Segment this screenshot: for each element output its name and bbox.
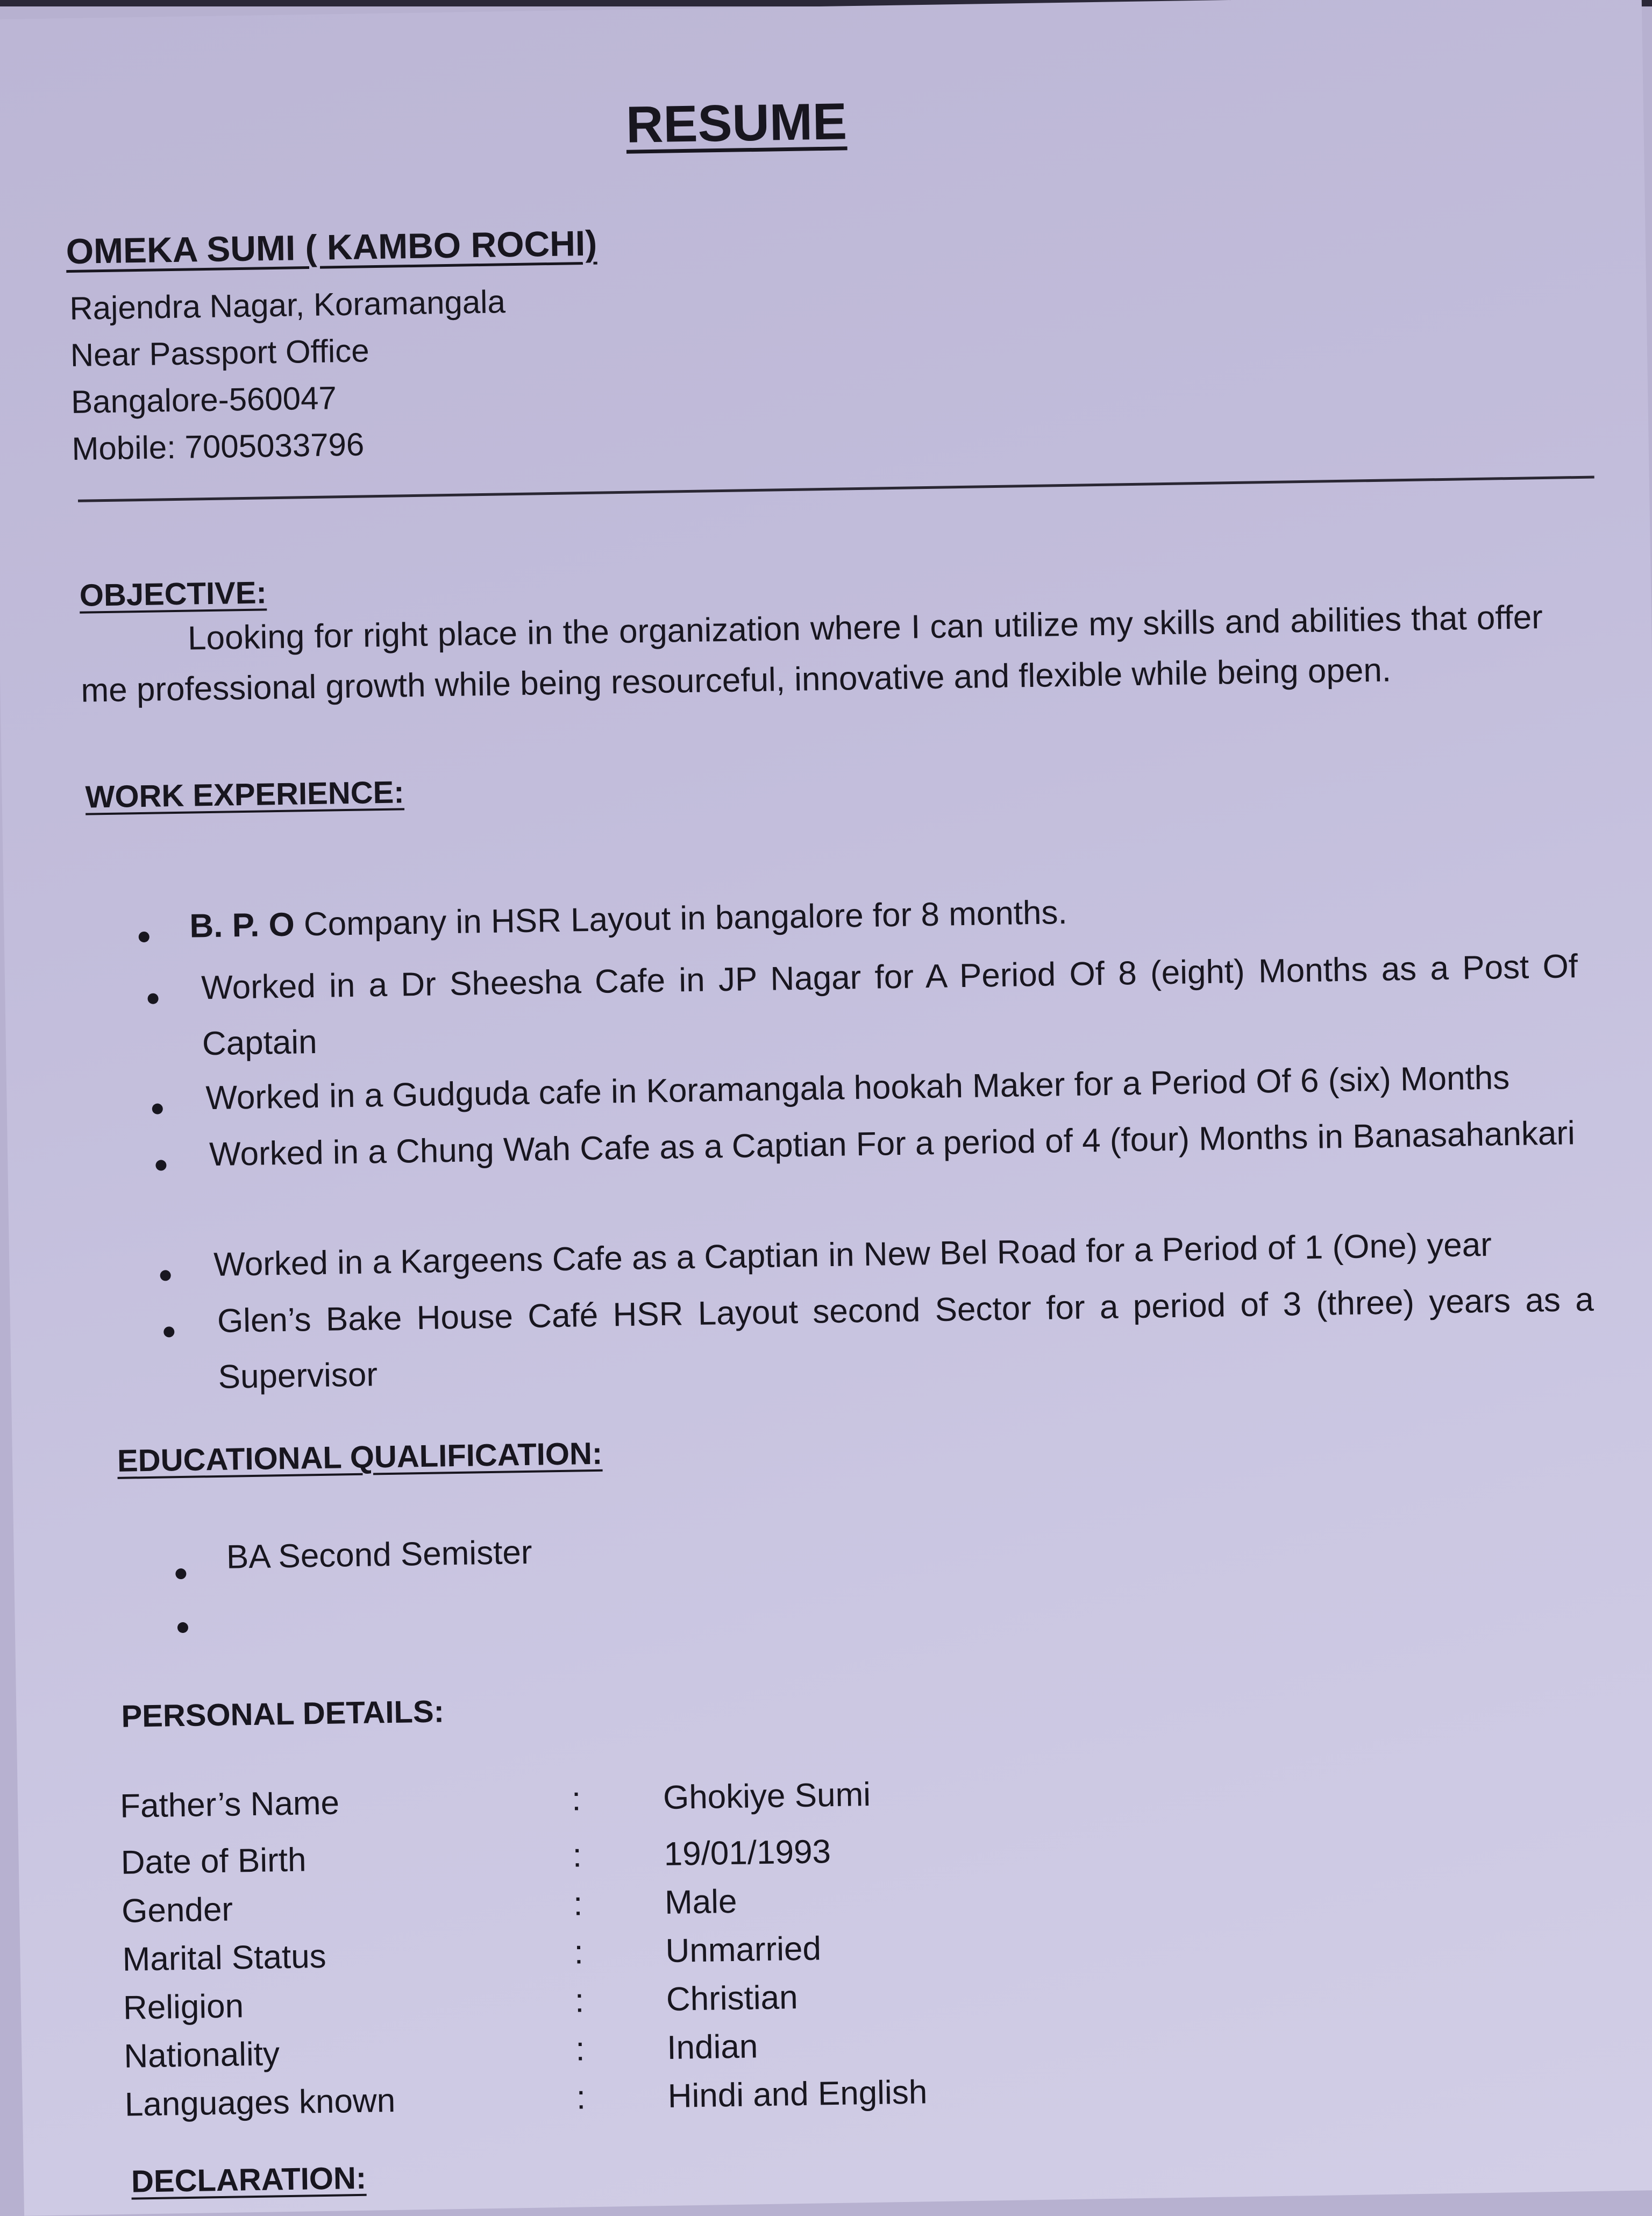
pd-value-marital: Unmarried xyxy=(665,1930,822,1970)
pd-separator: : xyxy=(573,1934,584,1971)
work-item-text: Worked in a Chung Wah Cafe as a Captian For a period of 4 (four) Months in Banasahankari xyxy=(209,1114,1576,1174)
candidate-name: OMEKA SUMI ( KAMBO ROCHI) xyxy=(66,223,597,272)
pd-separator: : xyxy=(573,1885,583,1923)
bullet-icon xyxy=(177,1622,188,1633)
pd-separator: : xyxy=(575,2030,586,2068)
work-item-text: Glen’s Bake House Café HSR Layout second Sector for a period of 3 (three) years as a Supervisor xyxy=(217,1281,1594,1396)
bullet-icon xyxy=(155,1160,166,1170)
header-divider xyxy=(78,476,1594,502)
document-title: RESUME xyxy=(625,93,848,154)
pd-value-religion: Christian xyxy=(666,1979,799,2018)
work-item-text: Worked in a Gudguda cafe in Koramangala hookah Maker for a Period Of 6 (six) Months xyxy=(205,1059,1510,1117)
bullet-icon xyxy=(147,993,158,1004)
bullet-icon xyxy=(163,1326,174,1337)
address-line-3: Bangalore-560047 xyxy=(70,380,337,420)
mobile-number: Mobile: 7005033796 xyxy=(71,426,365,467)
objective-heading: OBJECTIVE: xyxy=(79,575,267,613)
pd-value-father: Ghokiye Sumi xyxy=(663,1775,871,1817)
work-item-text: Company in HSR Layout in bangalore for 8 months. xyxy=(294,894,1068,943)
work-item-text: Worked in a Kargeens Cafe as a Captian in New Bel Road for a Period of 1 (One) year xyxy=(213,1226,1492,1284)
work-item xyxy=(217,1272,1595,1405)
pd-value-dob: 19/01/1993 xyxy=(664,1833,831,1873)
work-item-bold: B. P. O xyxy=(189,906,295,945)
pd-separator: : xyxy=(571,1780,581,1818)
education-item: BA Second Semister xyxy=(226,1533,533,1576)
pd-label-languages: Languages known xyxy=(124,2082,396,2123)
address-line-1: Rajendra Nagar, Koramangala xyxy=(69,283,506,327)
pd-value-gender: Male xyxy=(664,1883,738,1921)
pd-separator: : xyxy=(576,2079,586,2116)
pd-separator: : xyxy=(572,1837,582,1874)
education-heading: EDUCATIONAL QUALIFICATION: xyxy=(117,1436,603,1479)
personal-details-heading: PERSONAL DETAILS: xyxy=(121,1694,445,1734)
pd-separator: : xyxy=(574,1982,585,2020)
bullet-icon xyxy=(139,932,149,942)
pd-label-gender: Gender xyxy=(121,1891,233,1930)
work-experience-heading: WORK EXPERIENCE: xyxy=(85,775,405,815)
declaration-heading: DECLARATION: xyxy=(131,2160,367,2199)
objective-text: Looking for right place in the organization where I can utilize my skills and abilities that offer me professional growth while being resourceful, innovative and flexible while being open. xyxy=(81,599,1543,709)
pd-label-dob: Date of Birth xyxy=(120,1841,307,1881)
pd-label-father: Father’s Name xyxy=(119,1784,340,1825)
work-item-text: Worked in a Dr Sheesha Cafe in JP Nagar for A Period Of 8 (eight) Months as a Post Of Captain xyxy=(201,948,1578,1063)
pd-value-languages: Hindi and English xyxy=(667,2073,928,2115)
pd-label-religion: Religion xyxy=(123,1987,244,2027)
pd-value-nationality: Indian xyxy=(666,2028,758,2066)
bullet-icon xyxy=(175,1568,186,1579)
bullet-icon xyxy=(152,1103,163,1114)
pd-label-marital: Marital Status xyxy=(122,1937,327,1978)
bullet-icon xyxy=(160,1270,171,1281)
pd-label-nationality: Nationality xyxy=(123,2035,280,2075)
address-line-2: Near Passport Office xyxy=(70,332,370,373)
